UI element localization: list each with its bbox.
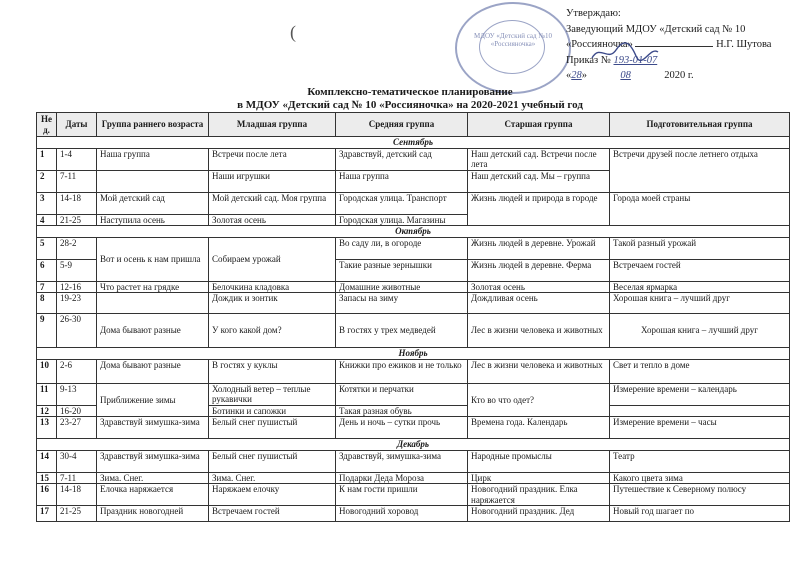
junior-cell: Белый снег пушистый (209, 450, 336, 472)
prep-cell: Измерение времени – календарь (610, 383, 790, 405)
middle-cell: Такие разные зернышки (336, 259, 468, 281)
middle-cell: Наша группа (336, 170, 468, 192)
prep-cell: Измерение времени – часы (610, 417, 790, 439)
dates-cell: 21-25 (57, 506, 97, 522)
week-number: 15 (37, 472, 57, 484)
middle-cell: Городская улица. Магазины (336, 214, 468, 226)
junior-cell: Собираем урожай (209, 237, 336, 281)
date-year: 2020 г. (664, 70, 694, 81)
week-number: 10 (37, 359, 57, 383)
month-label: Октябрь (37, 226, 790, 238)
junior-cell: Холодный ветер – теплые рукавички (209, 383, 336, 405)
month-row (37, 137, 790, 149)
early-cell: Зима. Снег. (97, 472, 209, 484)
senior-cell: Жизнь людей в деревне. Урожай (468, 237, 610, 259)
table-row (37, 359, 790, 383)
table-row (37, 506, 790, 522)
table-row (37, 450, 790, 472)
week-number: 14 (37, 450, 57, 472)
early-cell: Приближение зимы (97, 383, 209, 417)
week-number: 5 (37, 237, 57, 259)
month-row (37, 226, 790, 238)
junior-cell: Ботинки и сапожки (209, 405, 336, 417)
senior-cell: Кто во что одет? (468, 383, 610, 417)
middle-cell: Во саду ли, в огороде (336, 237, 468, 259)
approval-signer: Н.Г. Шутова (716, 39, 772, 50)
header-junior: Младшая группа (209, 113, 336, 137)
dates-cell: 14-18 (57, 484, 97, 506)
junior-cell: Золотая осень (209, 214, 336, 226)
early-cell: Вот и осень к нам пришла (97, 237, 209, 281)
junior-cell: Дождик и зонтик (209, 293, 336, 314)
table-row (37, 417, 790, 439)
junior-cell: Встречаем гостей (209, 506, 336, 522)
table-row (37, 293, 790, 314)
middle-cell: К нам гости пришли (336, 484, 468, 506)
senior-cell: Золотая осень (468, 281, 610, 293)
middle-cell: Книжки про ежиков и не только (336, 359, 468, 383)
senior-cell: Дождливая осень (468, 293, 610, 314)
senior-cell: Наш детский сад. Встречи после лета (468, 148, 610, 170)
dates-cell: 7-11 (57, 170, 97, 192)
senior-cell: Лес в жизни человека и животных (468, 359, 610, 383)
senior-cell: Жизнь людей и природа в городе (468, 192, 610, 226)
middle-cell: Здравствуй, зимушка-зима (336, 450, 468, 472)
dates-cell: 1-4 (57, 148, 97, 170)
week-number: 6 (37, 259, 57, 281)
page-mark: ( (290, 22, 296, 42)
month-label: Декабрь (37, 439, 790, 451)
approval-title: Утверждаю: (566, 8, 621, 19)
order-number: 193-01-07 (613, 54, 658, 66)
week-number: 8 (37, 293, 57, 314)
junior-cell: Наши игрушки (209, 170, 336, 192)
week-number: 16 (37, 484, 57, 506)
dates-cell: 14-18 (57, 192, 97, 214)
senior-cell: Лес в жизни человека и животных (468, 314, 610, 348)
week-number: 12 (37, 405, 57, 417)
early-cell: Елочка наряжается (97, 484, 209, 506)
table-row (37, 148, 790, 170)
plan-table (36, 112, 790, 522)
header-row (37, 113, 790, 137)
title-line-1: Комплексно-тематическое планирование (307, 86, 513, 98)
middle-cell: В гостях у трех медведей (336, 314, 468, 348)
table-row (37, 314, 790, 348)
junior-cell: Зима. Снег. (209, 472, 336, 484)
junior-cell: Белочкина кладовка (209, 281, 336, 293)
junior-cell: Мой детский сад. Моя группа (209, 192, 336, 214)
document-title (175, 86, 645, 112)
header-senior: Старшая группа (468, 113, 610, 137)
senior-cell: Новогодний праздник. Елка наряжается (468, 484, 610, 506)
middle-cell: Котятки и перчатки (336, 383, 468, 405)
early-cell: Наступила осень (97, 214, 209, 226)
middle-cell: Такая разная обувь (336, 405, 468, 417)
prep-cell: Веселая ярмарка (610, 281, 790, 293)
approval-org: «Россияночка» (566, 39, 633, 50)
table-row (37, 237, 790, 259)
prep-cell: Какого цвета зима (610, 472, 790, 484)
table-row (37, 484, 790, 506)
dates-cell: 19-23 (57, 293, 97, 314)
early-cell: Дома бывают разные (97, 314, 209, 348)
junior-cell: Наряжаем елочку (209, 484, 336, 506)
dates-cell: 30-4 (57, 450, 97, 472)
week-number: 1 (37, 148, 57, 170)
date-month: 08 (620, 70, 631, 81)
early-cell (97, 170, 209, 192)
dates-cell: 26-30 (57, 314, 97, 348)
dates-cell: 7-11 (57, 472, 97, 484)
month-label: Сентябрь (37, 137, 790, 149)
signature (590, 40, 660, 64)
early-cell: Наша группа (97, 148, 209, 170)
dates-cell: 9-13 (57, 383, 97, 405)
month-row (37, 439, 790, 451)
dates-cell: 2-6 (57, 359, 97, 383)
date-line: «28» 08 2020 г. (566, 68, 771, 84)
middle-cell: Подарки Деда Мороза (336, 472, 468, 484)
senior-cell: Наш детский сад. Мы – группа (468, 170, 610, 192)
middle-cell: Новогодний хоровод (336, 506, 468, 522)
week-number: 3 (37, 192, 57, 214)
prep-cell: Хорошая книга – лучший друг (610, 314, 790, 348)
early-cell: Праздник новогодней (97, 506, 209, 522)
junior-cell: У кого какой дом? (209, 314, 336, 348)
senior-cell: Народные промыслы (468, 450, 610, 472)
prep-cell: Хорошая книга – лучший друг (610, 293, 790, 314)
stamp-text: МДОУ «Детский сад №10 «Россияночка» (473, 32, 553, 48)
official-stamp (455, 2, 571, 94)
date-day: 28 (571, 70, 582, 81)
prep-cell: Такой разный урожай (610, 237, 790, 259)
table-row (37, 383, 790, 405)
week-number: 7 (37, 281, 57, 293)
week-number: 4 (37, 214, 57, 226)
header-middle: Средняя группа (336, 113, 468, 137)
dates-cell: 28-2 (57, 237, 97, 259)
prep-cell: Путешествие к Северному полюсу (610, 484, 790, 506)
week-number: 2 (37, 170, 57, 192)
table-row (37, 192, 790, 214)
header-prep: Подготовительная группа (610, 113, 790, 137)
early-cell: Здравствуй зимушка-зима (97, 450, 209, 472)
junior-cell: Белый снег пушистый (209, 417, 336, 439)
header-dates: Даты (57, 113, 97, 137)
week-number: 17 (37, 506, 57, 522)
middle-cell: Городская улица. Транспорт (336, 192, 468, 214)
early-cell (97, 293, 209, 314)
early-cell: Мой детский сад (97, 192, 209, 214)
middle-cell: День и ночь – сутки прочь (336, 417, 468, 439)
table-row (37, 472, 790, 484)
table-row (37, 281, 790, 293)
prep-cell: Новый год шагает по (610, 506, 790, 522)
prep-cell: Города моей страны (610, 192, 790, 226)
dates-cell: 16-20 (57, 405, 97, 417)
week-number: 9 (37, 314, 57, 348)
approval-position: Заведующий МДОУ «Детский сад № 10 (566, 23, 746, 35)
senior-cell: Новогодний праздник. Дед (468, 506, 610, 522)
week-number: 11 (37, 383, 57, 405)
middle-cell: Здравствуй, детский сад (336, 148, 468, 170)
title-line-2: в МДОУ «Детский сад № 10 «Россияночка» на 2020-2021 учебный год (237, 99, 583, 111)
dates-cell: 5-9 (57, 259, 97, 281)
prep-cell: Встречи друзей после летнего отдыха (610, 148, 790, 192)
early-cell: Дома бывают разные (97, 359, 209, 383)
junior-cell: В гостях у куклы (209, 359, 336, 383)
junior-cell: Встречи после лета (209, 148, 336, 170)
senior-cell: Времена года. Календарь (468, 417, 610, 439)
order-label: Приказ № (566, 54, 611, 66)
week-number: 13 (37, 417, 57, 439)
prep-cell: Свет и тепло в доме (610, 359, 790, 383)
header-week: Не д. (37, 113, 57, 137)
month-row (37, 348, 790, 360)
middle-cell: Запасы на зиму (336, 293, 468, 314)
dates-cell: 21-25 (57, 214, 97, 226)
dates-cell: 12-16 (57, 281, 97, 293)
early-cell: Здравствуй зимушка-зима (97, 417, 209, 439)
prep-cell (610, 405, 790, 417)
early-cell: Что растет на грядке (97, 281, 209, 293)
prep-cell: Встречаем гостей (610, 259, 790, 281)
dates-cell: 23-27 (57, 417, 97, 439)
prep-cell: Театр (610, 450, 790, 472)
month-label: Ноябрь (37, 348, 790, 360)
senior-cell: Цирк (468, 472, 610, 484)
middle-cell: Домашние животные (336, 281, 468, 293)
senior-cell: Жизнь людей в деревне. Ферма (468, 259, 610, 281)
header-early: Группа раннего возраста (97, 113, 209, 137)
